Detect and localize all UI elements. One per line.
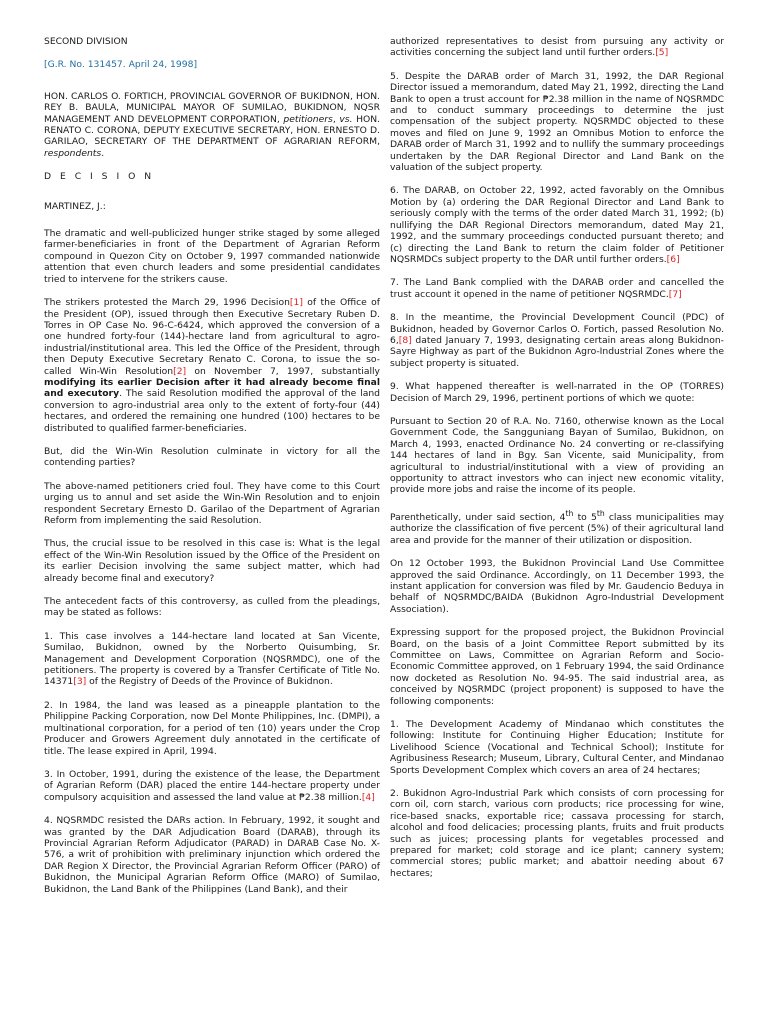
paragraph-text: 6. The DARAB, on October 22, 1992, acted favorably on the Omnibus Motion by (a) ordering the DAR Regional Director and Land Bank to seriously comply with the terms of the order dated March 31, 1992; (b) nullifying the DAR Regional Directors memorandum, dated May 21, 1992, and the summary proceedings conducted pursuant thereto; and (c) directing the Land Bank to return the claim folder of Petitioner NQSRMDCs subject property to the DAR until further orders.	[390, 185, 724, 265]
footnote-link[interactable]: [6]	[666, 253, 680, 265]
paragraph	[390, 277, 724, 300]
paragraph: The above-named petitioners cried foul. They have come to this Court urging us to annul and set aside the Win-Win Resolution and to enjoin respondent Secretary Ernesto D. Garilao of the Department of Agrarian Reform from implementing the said Resolution.	[44, 480, 380, 526]
quoted-paragraph: On 12 October 1993, the Bukidnon Provincial Land Use Committee approved the said Ordinance. Accordingly, on 11 December 1993, the instant application for conversion was filed by Mr. Gaudencio Beduya in behalf of NQSRMDC/BAIDA (Bukidnon Agro-Industrial Development Association).	[390, 558, 724, 615]
footnote-link[interactable]: [3]	[73, 676, 87, 688]
paragraph	[390, 185, 724, 265]
footnote-link[interactable]: [2]	[173, 365, 187, 377]
case-parties: HON. CARLOS O. FORTICH, PROVINCIAL GOVERNOR OF BUKIDNON, HON. REY B. BAULA, MUNICIPAL MAYOR OF SUMILAO, BUKIDNON, NQSR MANAGEMENT AND DEVELOPMENT CORPORATION, petitioners, vs. HON. RENATO C. CORONA, DEPUTY EXECUTIVE SECRETARY, HON. ERNESTO D. GARILAO, SECRETARY OF THE DEPARTMENT OF AGRARIAN REFORM, respondents.	[44, 90, 381, 159]
paragraph-text: 7. The Land Bank complied with the DARAB order and cancelled the trust account it opened in the name of petitioner NQSRMDC.	[390, 277, 724, 300]
paragraph-text: authorized representatives to desist from pursuing any activity or activities concerning the subject land until further orders.	[390, 36, 724, 59]
footnote-link[interactable]: [8]	[398, 334, 412, 346]
paragraph: The dramatic and well-publicized hunger strike staged by some alleged farmer-beneficiaries in front of the Department of Agrarian Reform compound in Quezon City on October 9, 1997 commanded nationwide attention that even church leaders and some presidential candidates tried to intervene for the strikers cause.	[44, 228, 380, 285]
paragraph-text: Parenthetically, under said section, 4	[390, 511, 566, 523]
paragraph	[390, 312, 724, 369]
footnote-link[interactable]: [7]	[668, 288, 682, 300]
paragraph	[390, 36, 724, 59]
paragraph-text: . The said Resolution modified the approval of the land conversion to agro-industrial area only to the extent of forty-four (44) hectares, and ordered the remaining one hundred (100) hectares to be distributed to qualified farmer-beneficiaries.	[44, 388, 380, 434]
paragraph: Thus, the crucial issue to be resolved in this case is: What is the legal effect of the Win-Win Resolution issued by the Office of the President on its earlier Decision involving the same subject matter, which had already become final and executory?	[44, 538, 380, 584]
paragraph: 5. Despite the DARAB order of March 31, 1992, the DAR Regional Director issued a memorandum, dated May 21, 1992, directing the Land Bank to open a trust account for ₱2.38 million in the name of NQSRMDC and to conduct summary proceedings to determine the just compensation of the subject property. NQSRMDC objected to these moves and filed on June 9, 1992 an Omnibus Motion to enforce the DARAB order of March 31, 1992 and to nullify the summary proceedings undertaken by the DAR Regional Director and Land Bank on the valuation of the subject property.	[390, 70, 724, 174]
decision-heading: D E C I S I O N	[44, 171, 155, 183]
parties-petitioners: HON. CARLOS O. FORTICH, PROVINCIAL GOVERNOR OF BUKIDNON, HON. REY B. BAULA, MUNICIPAL MAYOR OF SUMILAO, BUKIDNON, NQSR MANAGEMENT AND DEVELOPMENT CORPORATION,	[44, 90, 380, 125]
paragraph-text: class municipalities may authorize the classification of five percent (5%) of their agricultural land area and provide for the manner of their utilization or disposition.	[390, 511, 724, 546]
footnote-link[interactable]: [4]	[361, 791, 375, 803]
respondents-label: respondents	[44, 147, 102, 159]
paragraph-text: to 5	[573, 511, 597, 523]
quoted-paragraph: Pursuant to Section 20 of R.A. No. 7160, otherwise known as the Local Government Code, the Sangguniang Bayan of Sumilao, Bukidnon, on March 4, 1993, enacted Ordinance No. 24 converting or re-classifying 144 hectares of land in Bgy. San Vicente, said Municipality, from agricultural to industrial/institutional with a view of providing an opportunity to attract investors who can inject new economic vitality, provide more jobs and raise the income of its people.	[390, 415, 724, 496]
paragraph: But, did the Win-Win Resolution culminate in victory for all the contending parties?	[44, 445, 380, 469]
paragraph	[44, 769, 380, 803]
versus-label: vs.	[339, 113, 353, 125]
paragraph-text: of the Office of the President (OP), issued through then Executive Secretary Ruben D. Torres in OP Case No. 96-C-6424, which approved the conversion of a one hundred forty-four (144)-hectare land from agricultural to agro-industrial/institutional area. This led the Office of the President, through then Deputy Executive Secretary Renato C. Corona, to issue the so-called Win-Win Resolution	[44, 297, 380, 377]
petitioners-label: petitioners	[283, 113, 333, 125]
paragraph-text: 8. In the meantime, the Provincial Development Council (PDC) of Bukidnon, headed by Governor Carlos O. Fortich, passed Resolution No. 6,	[390, 312, 724, 346]
paragraph-text: 1. This case involves a 144-hectare land located at San Vicente, Sumilao, Bukidnon, owned by the Norberto Quisumbing, Sr. Management and Development Corporation (NQSRMDC), one of the petitioners. The property is covered by a Transfer Certificate of Title No. 14371	[44, 630, 380, 688]
ponente: MARTINEZ, J.:	[44, 200, 106, 212]
left-column	[44, 36, 380, 907]
paragraph	[44, 297, 380, 434]
superscript: th	[565, 508, 574, 518]
footnote-link[interactable]: [1]	[289, 297, 303, 309]
paragraph-text: of the Registry of Deeds of the Province of Bukidnon.	[86, 676, 333, 688]
bold-emphasis: modifying its earlier Decision after it had already become final and executory	[44, 376, 380, 400]
quoted-list-item: 1. The Development Academy of Mindanao which constitutes the following: Institute for Continuing Higher Education; Institute for Livelihood Science (Vocational and Technical School); Institute for Agribusiness Research; Museum, Library, Cultural Center, and Mindanao Sports Development Complex which covers an area of 24 hectares;	[390, 718, 724, 776]
case-number: [G.R. No. 131457. April 24, 1998]	[44, 59, 198, 71]
division-heading: SECOND DIVISION	[44, 36, 128, 47]
paragraph: 2. In 1984, the land was leased as a pineapple plantation to the Philippine Packing Corporation, now Del Monte Philippines, Inc. (DMPI), a multinational corporation, for a period of ten (10) years under the Crop Producer and Growers Agreement duly annotated in the certificate of title. The lease expired in April, 1994.	[44, 699, 380, 757]
quoted-paragraph	[390, 508, 724, 546]
paragraph: 9. What happened thereafter is well-narrated in the OP (TORRES) Decision of March 29, 1996, pertinent portions of which we quote:	[390, 381, 724, 404]
paragraph-text: The strikers protested the March 29, 1996 Decision	[44, 297, 290, 309]
paragraph: The antecedent facts of this controversy, as culled from the pleadings, may be stated as follows:	[44, 596, 380, 619]
quoted-list-item: 2. Bukidnon Agro-Industrial Park which consists of corn processing for corn oil, corn starch, various corn products; rice processing for wine, rice-based snacks, exportable rice; cassava processing for starch, alcohol and food delicacies; processing plants, fruits and fruit products such as juices; processing plants for vegetables processed and prepared for market; cold storage and ice plant; cannery system; commercial stores; public market; and abattoir needing about 67 hectares;	[390, 788, 724, 879]
paragraph	[44, 631, 380, 688]
right-column	[390, 36, 724, 891]
footnote-link[interactable]: [5]	[655, 47, 669, 59]
quoted-paragraph: Expressing support for the proposed project, the Bukidnon Provincial Board, on the basis of a Joint Committee Report submitted by its Committee on Laws, Committee on Agrarian Reform and Socio-Economic Committee approved, on 1 February 1994, the said Ordinance now docketed as Resolution No. 94-95. The said industrial area, as conceived by NQSRMDC (project proponent) is supposed to have the following components:	[390, 627, 724, 707]
paragraph: 4. NQSRMDC resisted the DARs action. In February, 1992, it sought and was granted by the DAR Adjudication Board (DARAB), through its Provincial Agrarian Reform Adjudicator (PARAD) in DARAB Case No. X-576, a writ of prohibition with preliminary injunction which ordered the DAR Region X Director, the Provincial Agrarian Reform Officer (PARO) of Bukidnon, the Municipal Agrarian Reform Office (MARO) of Sumilao, Bukidnon, the Land Bank of the Philippines (Land Bank), and their	[44, 815, 380, 895]
superscript: th	[596, 508, 605, 518]
paragraph-text: on November 7, 1997, substantially	[186, 365, 380, 377]
paragraph-text: 3. In October, 1991, during the existence of the lease, the Department of Agrarian Reform (DAR) placed the entire 144-hectare property under compulsory acquisition and assessed the land value at ₱2.38 million.	[44, 768, 380, 803]
paragraph-text: dated January 7, 1993, designating certain areas along Bukidnon-Sayre Highway as part of the Bukidnon Agro-Industrial Zones where the subject property is situated.	[390, 334, 724, 369]
parties-respondents: HON. RENATO C. CORONA, DEPUTY EXECUTIVE SECRETARY, HON. ERNESTO D. GARILAO, SECRETARY OF THE DEPARTMENT OF AGRARIAN REFORM,	[44, 113, 381, 148]
